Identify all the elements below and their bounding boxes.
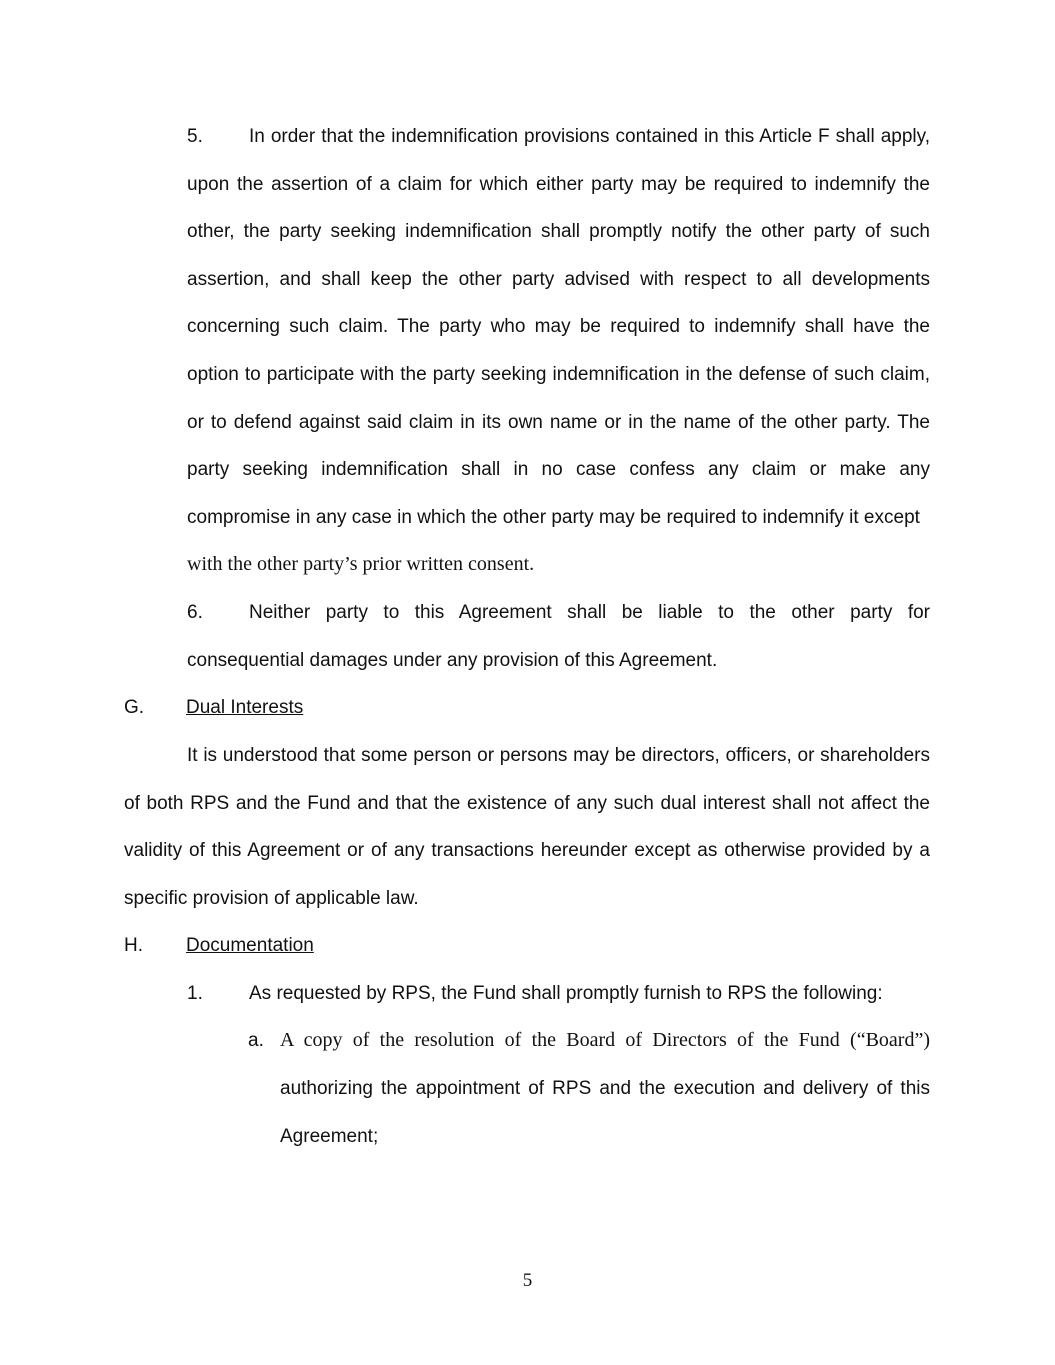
item-number: 1. — [187, 983, 203, 1004]
item-text: As requested by RPS, the Fund shall promptly furnish to RPS the following: — [249, 983, 883, 1004]
section-letter: G. — [124, 697, 145, 718]
item-number: 5. — [187, 126, 203, 147]
section-h-heading — [124, 922, 314, 970]
paragraph-f-6 — [187, 589, 930, 684]
section-letter: H. — [124, 935, 143, 956]
paragraph-f-5-end — [187, 541, 930, 589]
paragraph-text: In order that the indemnification provisions contained in this Article F shall apply, upon the assertion of a claim for which either party may be required to indemnify the other, the party seeking indemnification shall promptly notify the other party of such assertion, and shall keep the other party advised with respect to all developments concerning such claim. The party who may be required to indemnify shall have the option to participate with the party seeking indemnification in the defense of such claim, or to defend against said claim in its own name or in the name of the other party. The party seeking indemnification shall in no case confess any claim or make any compromise in any case in which the other party may be required to indemnify it except — [187, 126, 930, 528]
page-number: 5 — [522, 1270, 533, 1291]
paragraph-text: Neither party to this Agreement shall be liable to the other party for consequential damages under any provision of this Agreement. — [187, 602, 930, 671]
list-item-h-1 — [187, 970, 930, 1018]
section-g-heading — [124, 684, 303, 732]
paragraph-text: It is understood that some person or persons may be directors, officers, or shareholders of both RPS and the Fund and that the existence of any such dual interest shall not affect the validity of this Agreement or of any transactions hereunder except as otherwise provided by a specific provision of applicable law. — [124, 745, 930, 909]
section-title: Documentation — [186, 935, 314, 956]
list-item-h-1-a — [248, 1017, 930, 1066]
item-marker: a. — [248, 1030, 264, 1051]
paragraph-text-end: with the other party’s prior written consent. — [187, 553, 535, 575]
paragraph-g — [124, 732, 930, 922]
item-number: 6. — [187, 602, 203, 623]
paragraph-f-5 — [187, 113, 930, 541]
item-text-serif: A copy of the resolution of the Board of Directors of the Fund (“Board”) — [280, 1029, 930, 1051]
section-title: Dual Interests — [186, 697, 304, 718]
list-item-h-1-a-cont — [280, 1065, 930, 1160]
item-text-continued: authorizing the appointment of RPS and the execution and delivery of this Agreement; — [280, 1078, 930, 1147]
